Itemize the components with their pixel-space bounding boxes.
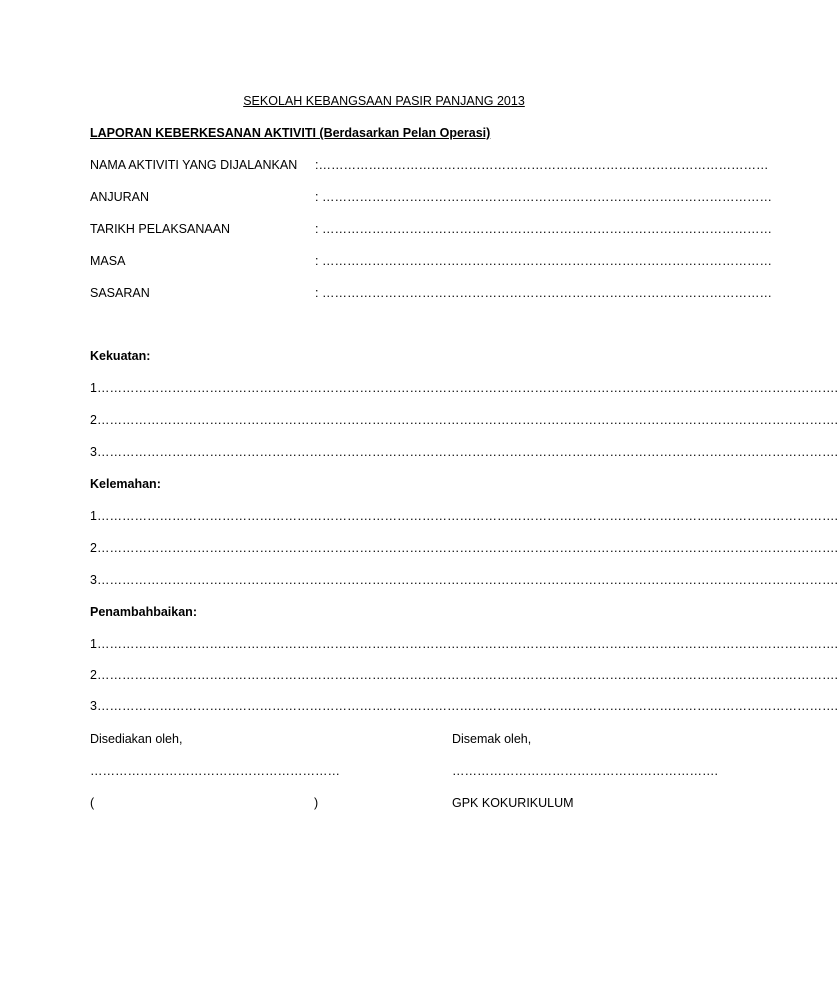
checked-by-label: Disemak oleh, bbox=[452, 732, 532, 746]
field-label-time: MASA bbox=[90, 254, 126, 268]
field-label-date: TARIKH PELAKSANAAN bbox=[90, 222, 231, 236]
improvement-line-1[interactable]: 1……………………………………………………………………………………………………………………………………………………………. bbox=[90, 637, 838, 651]
field-value-organizer[interactable]: : ……………………………………………………………………………………………… bbox=[315, 190, 772, 204]
field-label-organizer: ANJURAN bbox=[90, 190, 150, 204]
name-paren-close: ) bbox=[314, 796, 319, 810]
weakness-line-1[interactable]: 1……………………………………………………………………………………………………………………………………………………………. bbox=[90, 509, 838, 523]
field-value-time[interactable]: : ……………………………………………………………………………………………… bbox=[315, 254, 772, 268]
strength-line-2[interactable]: 2……………………………………………………………………………………………………………………………………………………………. bbox=[90, 413, 838, 427]
section-heading-strengths: Kekuatan: bbox=[90, 349, 151, 363]
field-value-activity-name[interactable]: :……………………………………………………………………………………………… bbox=[315, 158, 769, 172]
checked-by-signature-line[interactable]: ………………………………………………………. bbox=[452, 764, 718, 778]
weakness-line-3[interactable]: 3……………………………………………………………………………………………………………………………………………………………. bbox=[90, 573, 838, 587]
field-value-target[interactable]: : ……………………………………………………………………………………………… bbox=[315, 286, 772, 300]
strength-line-1[interactable]: 1……………………………………………………………………………………………………………………………………………………………. bbox=[90, 381, 838, 395]
name-paren-open: ( bbox=[90, 796, 95, 810]
prepared-by-label: Disediakan oleh, bbox=[90, 732, 183, 746]
improvement-line-3[interactable]: 3……………………………………………………………………………………………………………………………………………………………. bbox=[90, 699, 838, 713]
improvement-line-2[interactable]: 2……………………………………………………………………………………………………………………………………………………………. bbox=[90, 668, 838, 682]
weakness-line-2[interactable]: 2……………………………………………………………………………………………………………………………………………………………. bbox=[90, 541, 838, 555]
field-label-target: SASARAN bbox=[90, 286, 150, 300]
section-heading-weaknesses: Kelemahan: bbox=[90, 477, 161, 491]
prepared-by-signature-line[interactable]: …………………………………………………… bbox=[90, 764, 340, 778]
checker-role: GPK KOKURIKULUM bbox=[452, 796, 574, 810]
section-heading-improvements: Penambahbaikan: bbox=[90, 605, 197, 619]
strength-line-3[interactable]: 3……………………………………………………………………………………………………………………………………………………………. bbox=[90, 445, 838, 459]
document-title: SEKOLAH KEBANGSAAN PASIR PANJANG 2013 bbox=[243, 94, 525, 108]
field-label-activity-name: NAMA AKTIVITI YANG DIJALANKAN bbox=[90, 158, 298, 172]
document-subtitle: LAPORAN KEBERKESANAN AKTIVITI (Berdasarkan Pelan Operasi) bbox=[90, 126, 491, 140]
field-value-date[interactable]: : ……………………………………………………………………………………………… bbox=[315, 222, 772, 236]
